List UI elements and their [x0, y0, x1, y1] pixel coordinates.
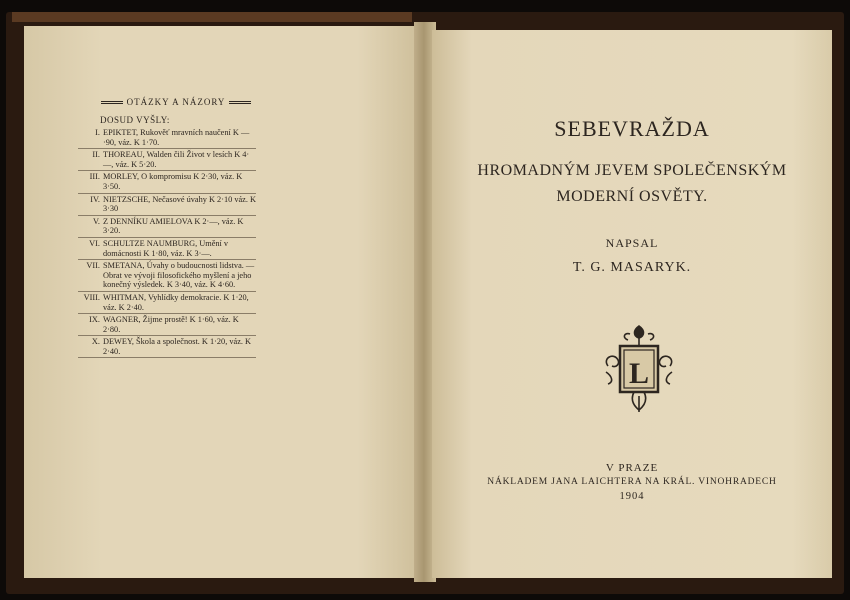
list-item-number: V. — [93, 216, 100, 226]
list-item-number: VII. — [86, 261, 100, 271]
list-item — [78, 337, 256, 358]
series-heading — [96, 97, 256, 107]
publication-city: V PRAZE — [605, 462, 659, 474]
series-list — [78, 128, 256, 359]
cover-edge — [12, 12, 412, 22]
list-item — [78, 239, 256, 260]
list-item — [78, 261, 256, 292]
list-item-number: X. — [91, 337, 100, 347]
list-item — [78, 172, 256, 193]
list-item-text: EPIKTET, Rukověť mravních naučení K —·90, váz. K 1·70. — [103, 128, 250, 147]
published-label: DOSUD VYŠLY: — [100, 115, 170, 125]
list-item-number: III. — [89, 172, 100, 182]
list-item-text: Z DENNÍKU AMIELOVA K 2·—, váz. K 3·20. — [103, 216, 244, 236]
publication-year: 1904 — [619, 491, 645, 502]
list-item-number: IX. — [89, 315, 100, 325]
list-item-number: IV. — [90, 194, 100, 204]
publisher-line: NÁKLADEM JANA LAICHTERA NA KRÁL. VINOHRADECH — [487, 477, 777, 487]
list-item-number: I. — [95, 128, 100, 137]
list-item — [78, 293, 256, 314]
book-title: SEBEVRAŽDA — [554, 116, 710, 141]
list-item-text: NIETZSCHE, Nečasové úvahy K 2·10 váz. K 3·30 — [103, 194, 256, 214]
list-item — [78, 217, 256, 238]
list-item-text: MORLEY, O kompromisu K 2·30, váz. K 3·50. — [103, 172, 243, 191]
list-item — [78, 195, 256, 216]
list-item-number: VIII. — [83, 292, 100, 302]
rule-left — [101, 101, 123, 104]
list-item-number: II. — [92, 150, 100, 160]
list-item — [78, 315, 256, 336]
publisher-emblem-icon — [600, 322, 678, 414]
author-name: T. G. MASARYK. — [572, 260, 692, 275]
series-title: OTÁZKY A NÁZORY — [126, 97, 226, 107]
list-item-text: SMETANA, Úvahy o budoucnosti lidstva. — Obrat ve vývoji filosofického myšlení a jeho konečný výsledek. K 3·40, váz. K 4·60. — [103, 261, 255, 290]
list-item-text: WAGNER, Žijme prostě! K 1·60, váz. K 2·80. — [103, 315, 239, 334]
rule-right — [229, 101, 251, 104]
emblem-letter: L — [628, 357, 650, 390]
list-item-number: VI. — [89, 238, 100, 248]
list-item-text: THOREAU, Walden čili Život v lesích K 4·—, váz. K 5·20. — [103, 150, 250, 169]
list-item-text: WHITMAN, Vyhlídky demokracie. K 1·20, váz. K 2·40. — [103, 292, 249, 312]
list-item — [78, 128, 256, 149]
list-item-text: DEWEY, Škola a společnost. K 1·20, váz. K 2·40. — [103, 337, 252, 356]
list-item-text: SCHULTZE NAUMBURG, Umění v domácnosti K 1·80, váz. K 3·—. — [103, 238, 229, 258]
list-item — [78, 150, 256, 171]
subtitle-line-2: MODERNÍ OSVĚTY. — [556, 188, 708, 205]
wrote-label: NAPSAL — [605, 236, 659, 250]
subtitle-line-1: HROMADNÝM JEVEM SPOLEČENSKÝM — [477, 162, 787, 179]
